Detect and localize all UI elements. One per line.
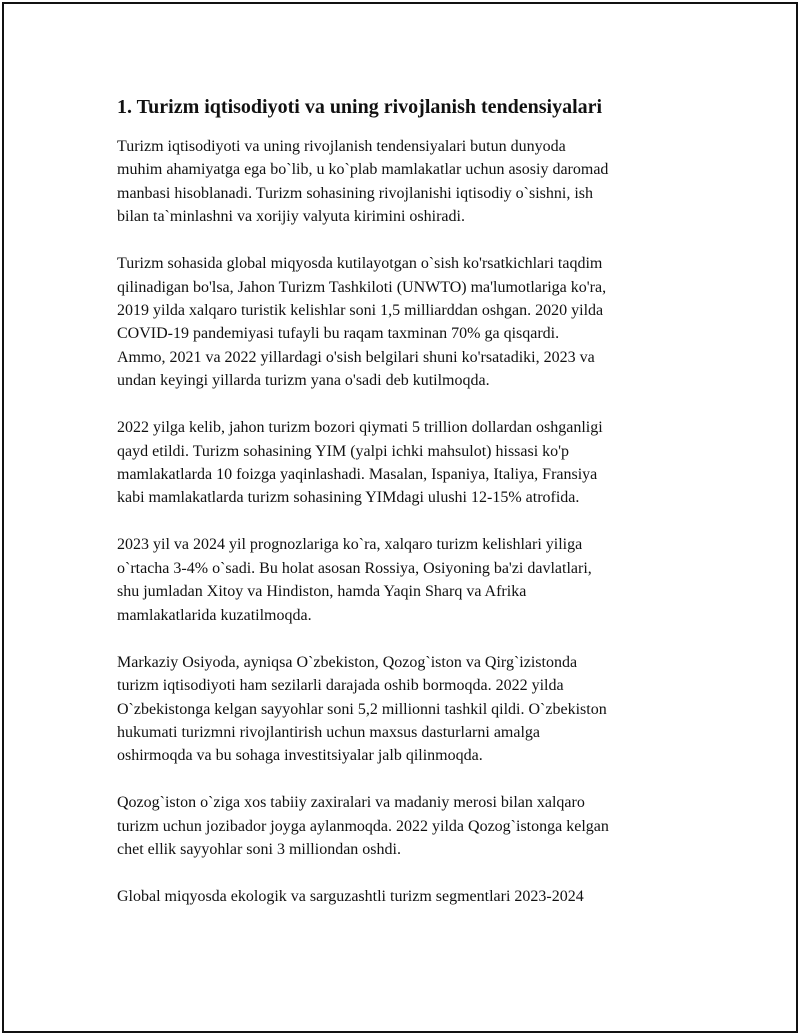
paragraph-forecast: 2023 yil va 2024 yil prognozlariga ko`ra, xalqaro turizm kelishlari yiliga o`rtacha 3-4% o`sadi. Bu holat asosan Rossiya, Osiyoning ba'zi davlatlari, shu jumladan Xitoy va Hindiston, hamda Yaqin Sharq va Afrika mamlakatlarida kuzatilmoqda. [117,536,592,624]
paragraph-central-asia: Markaziy Osiyoda, ayniqsa O`zbekiston, Qozog`iston va Qirg`izistonda turizm iqtisodiyoti ham sezilarli darajada oshib bormoqda. 2022 yilda O`zbekistonga kelgan sayyohlar soni 5,2 millionni tashkil qildi. O`zbekiston hukumati turizmni rivojlantirish uchun maxsus dasturlarni amalga oshirmoqda va bu sohaga investitsiyalar jalb qilinmoqda. [117,653,607,765]
paragraph-market-value: 2022 yilga kelib, jahon turizm bozori qiymati 5 trillion dollardan oshganligi qayd etildi. Turizm sohasining YIM (yalpi ichki mahsulot) hissasi ko'p mamlakatlarda 10 foizga yaqinlashadi. Masalan, Ispaniya, Italiya, Fransiya kabi mamlakatlarda turizm sohasining YIMdagi ulushi 12-15% atrofida. [117,419,603,507]
section-title: 1. Turizm iqtisodiyoti va uning rivojlanish tendensiyalari [117,96,603,118]
document-body [117,94,687,932]
paragraph-global-growth: Turizm sohasida global miqyosda kutilayotgan o`sish ko'rsatkichlari taqdim qilinadigan bo'lsa, Jahon Turizm Tashkiloti (UNWTO) ma'lumotlariga ko'ra, 2019 yilda xalqaro turistik kelishlar soni 1,5 milliarddan oshgan. 2020 yilda COVID-19 pandemiyasi tufayli bu raqam taxminan 70% ga qisqardi. Ammo, 2021 va 2022 yillardagi o'sish belgilari shuni ko'rsatadiki, 2023 va undan keyingi yillarda turizm yana o'sadi deb kutilmoqda. [117,255,607,390]
paragraph-intro: Turizm iqtisodiyoti va uning rivojlanish tendensiyalari butun dunyoda muhim ahamiyatga ega bo`lib, u ko`plab mamlakatlar uchun asosiy daromad manbasi hisoblanadi. Turizm sohasining rivojlanishi iqtisodiy o`sishni, ish bilan ta`minlashni va xorijiy valyuta kirimini oshiradi. [117,138,609,226]
paragraph-kazakhstan: Qozog`iston o`ziga xos tabiiy zaxiralari va madaniy merosi bilan xalqaro turizm uchun jozibador joyga aylanmoqda. 2022 yilda Qozog`istonga kelgan chet ellik sayyohlar soni 3 milliondan oshdi. [117,794,609,859]
paragraph-eco-tourism: Global miqyosda ekologik va sarguzashtli turizm segmentlari 2023-2024 [117,888,584,906]
